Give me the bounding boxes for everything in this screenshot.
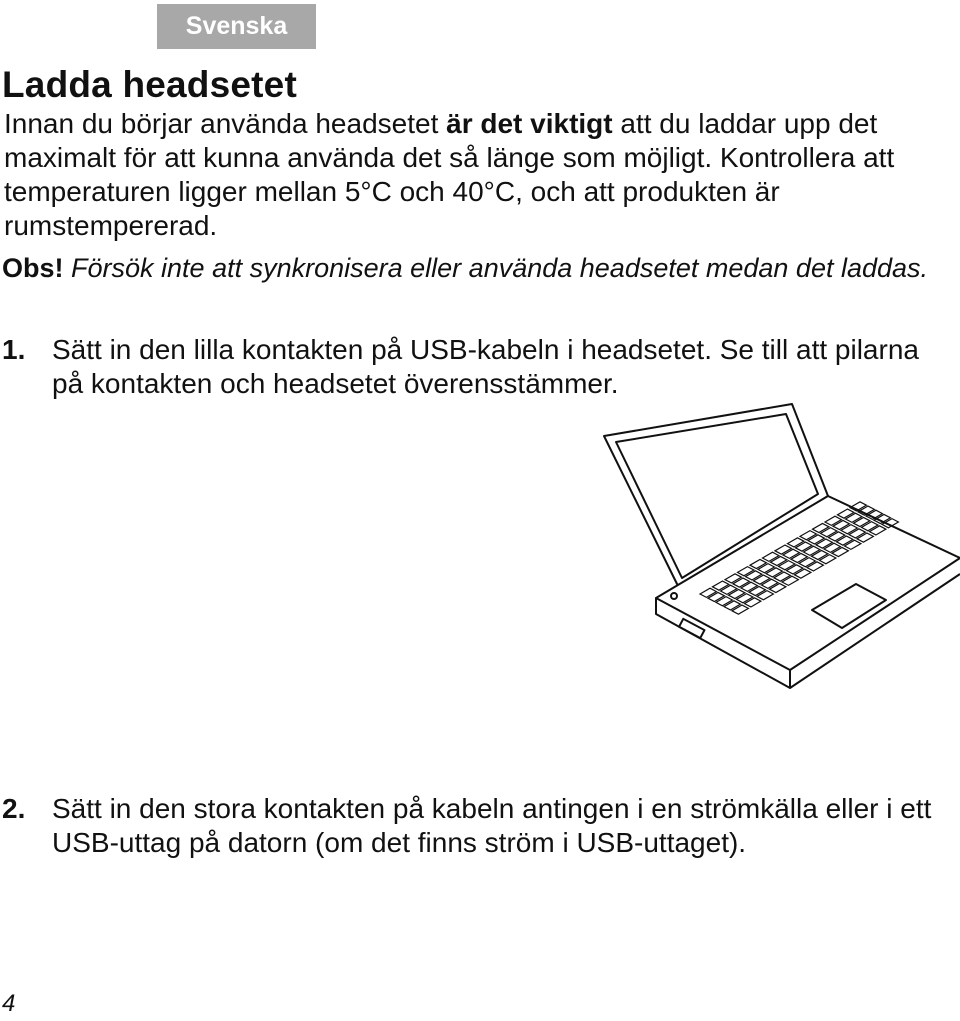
intro-text-2: att du laddar upp det maximalt för att kunna använda det så länge som möjligt. Kontrollera att temperaturen ligger mellan 5°C och 40°C, och att produkten är rumstempererad. [4, 108, 895, 241]
intro-paragraph [4, 107, 954, 243]
step-number: 2. [2, 793, 26, 824]
step-item [2, 333, 952, 401]
note-paragraph [2, 252, 952, 285]
intro-emphasis: är det viktigt [446, 108, 613, 139]
step-text: Sätt in den lilla kontakten på USB-kabeln i headsetet. Se till att pilarna på kontakten och headsetet överensstämmer. [52, 334, 919, 399]
note-text: Försök inte att synkronisera eller använda headsetet medan det laddas. [63, 253, 929, 283]
step-text: Sätt in den stora kontakten på kabeln antingen i en strömkälla eller i ett USB-uttag på datorn (om det finns ström i USB-uttaget). [52, 793, 932, 858]
step-number: 1. [2, 334, 26, 365]
step-item [2, 792, 952, 860]
section-title: Ladda headsetet [2, 64, 297, 105]
page-number: 4 [2, 990, 16, 1017]
intro-text-1: Innan du börjar använda headsetet [4, 108, 447, 139]
note-label: Obs! [2, 253, 64, 283]
laptop-icon [580, 398, 960, 698]
language-tab: Svenska [157, 4, 316, 49]
